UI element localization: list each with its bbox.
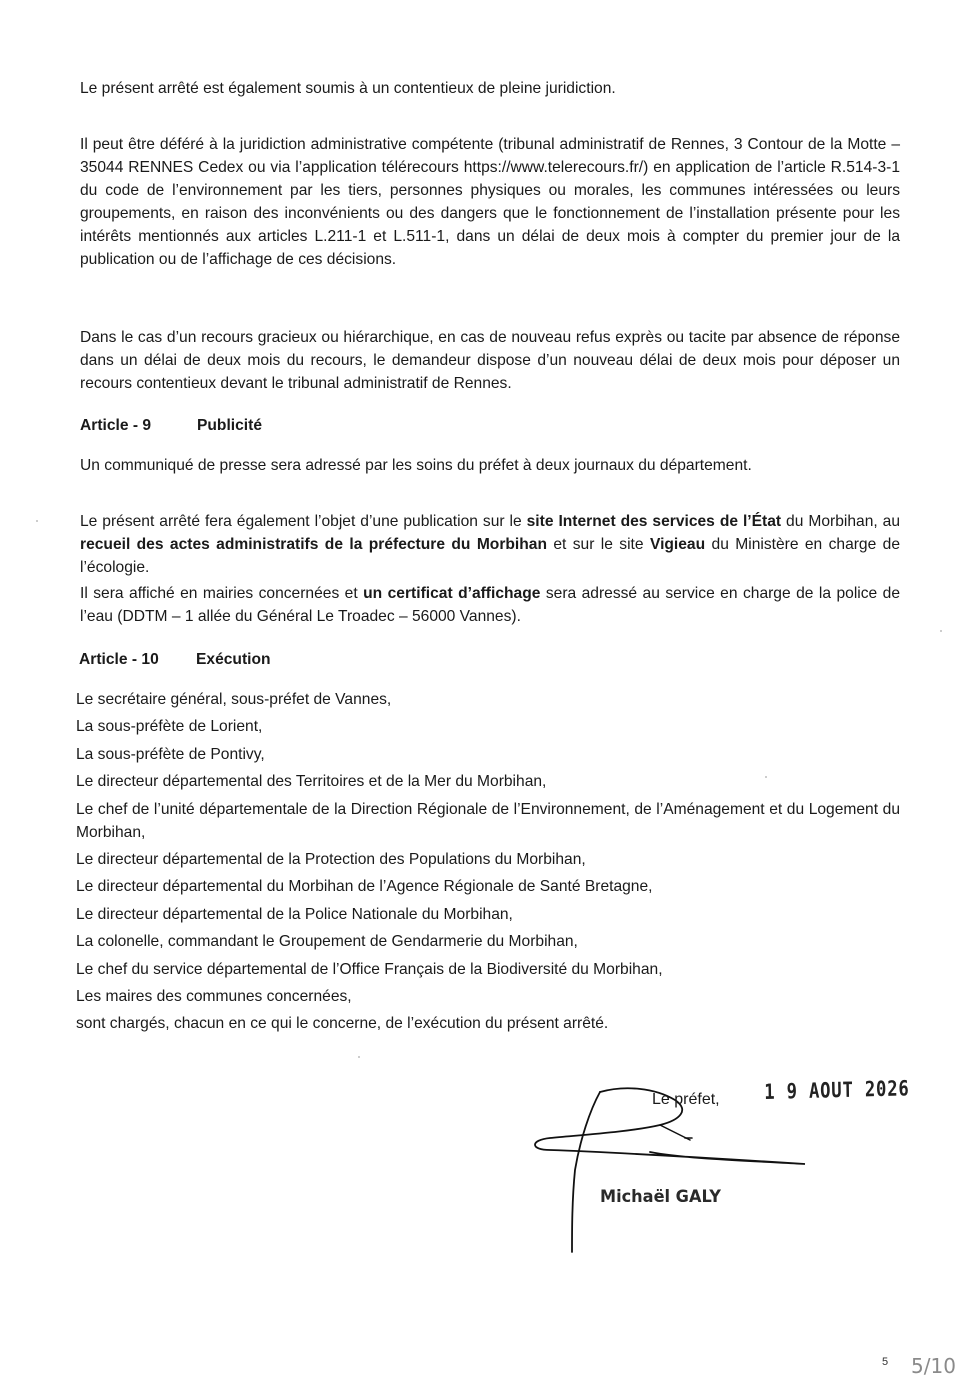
paragraph-recours-tiers: Il peut être déféré à la juridiction administrative compétente (tribunal administratif de Rennes, 3 Contour de la Motte – 35044 RENNES Cedex ou via l’application télérecours https://www.telerecours.fr/) en application de l’article R.514-3-1 du code de l’environnement par les tiers, personnes physiques ou morales, les communes intéressées ou leurs groupements, en raison des inconvénients ou des dangers que le fonctionnement de l’installation présente pour les intérêts mentionnés aux articles L.211-1 et L.511-1, dans un délai de deux mois à compter du premier jour de la publication ou de l’affichage de ces décisions. [80, 136, 900, 268]
signature-label: Le préfet, [652, 1091, 720, 1108]
paragraph-pleine-juridiction: Le présent arrêté est également soumis à un contentieux de pleine juridiction. [80, 80, 616, 97]
scan-speck [358, 1056, 360, 1058]
page-count: 5/10 [911, 1354, 956, 1378]
page-number: 5 [882, 1356, 889, 1368]
paragraph-affichage [80, 582, 900, 628]
publication-site-internet: site Internet des services de l’État [526, 513, 782, 530]
execution-item: Les maires des communes concernées, [76, 987, 352, 1005]
execution-item: Le chef du service départemental de l’Office Français de la Biodiversité du Morbihan, [76, 960, 663, 978]
article-10-heading [79, 648, 271, 671]
execution-item: La sous-préfète de Lorient, [76, 718, 263, 736]
scan-speck [36, 520, 38, 522]
paragraph-publication [80, 510, 900, 579]
article-9-number: Article - 9 [80, 417, 152, 434]
article-10-number: Article - 10 [79, 651, 159, 668]
publication-text-3: et sur le site [546, 536, 650, 553]
execution-item: Le directeur départemental de la Police Nationale du Morbihan, [76, 905, 513, 923]
article-10-title: Exécution [196, 651, 271, 668]
affichage-certificat: un certificat d’affichage [363, 585, 541, 602]
publication-recueil-actes: recueil des actes administratifs de la préfecture du Morbihan [80, 536, 547, 553]
publication-text-1: Le présent arrêté fera également l’objet d’une publication sur le [80, 513, 527, 530]
scan-speck [765, 776, 767, 778]
publication-vigieau: Vigieau [649, 536, 706, 553]
scan-speck [940, 630, 942, 632]
execution-item: Le directeur départemental de la Protection des Populations du Morbihan, [76, 850, 586, 868]
execution-item: Le chef de l’unité départementale de la Direction Régionale de l’Environnement, de l’Aménagement et du Logement du Morbihan, [76, 800, 900, 841]
signer-name: Michaël GALY [600, 1187, 721, 1207]
paragraph-communique-presse: Un communiqué de presse sera adressé par les soins du préfet à deux journaux du département. [80, 457, 752, 474]
paragraph-recours-gracieux: Dans le cas d’un recours gracieux ou hiérarchique, en cas de nouveau refus exprès ou tacite par absence de réponse dans un délai de deux mois du recours, le demandeur dispose d’un nouveau délai de deux mois pour déposer un recours contentieux devant le tribunal administratif de Rennes. [80, 329, 900, 392]
execution-item: La colonelle, commandant le Groupement de Gendarmerie du Morbihan, [76, 933, 578, 951]
execution-item: Le directeur départemental des Territoires et de la Mer du Morbihan, [76, 773, 547, 791]
article-9-title: Publicité [197, 417, 262, 434]
date-stamp: 1 9 AOUT 2026 [764, 1076, 910, 1104]
publication-text-2: du Morbihan, au [781, 513, 900, 530]
publication-text-4: du Ministère en charge de l’écologie. [80, 536, 901, 576]
affichage-text-1: Il sera affiché en mairies concernées et [80, 585, 364, 602]
execution-item: Le secrétaire général, sous-préfet de Vannes, [76, 691, 392, 708]
affichage-text-2: sera adressé au service en charge de la police de l’eau (DDTM – 1 allée du Général Le Troadec – 56000 Vannes). [80, 585, 901, 625]
execution-list [76, 688, 900, 1040]
execution-item: Le directeur départemental du Morbihan de l’Agence Régionale de Santé Bretagne, [76, 878, 653, 896]
article-9-heading [80, 414, 262, 437]
execution-item: La sous-préfète de Pontivy, [76, 745, 265, 763]
execution-item: sont chargés, chacun en ce qui le concerne, de l’exécution du présent arrêté. [76, 1015, 609, 1033]
